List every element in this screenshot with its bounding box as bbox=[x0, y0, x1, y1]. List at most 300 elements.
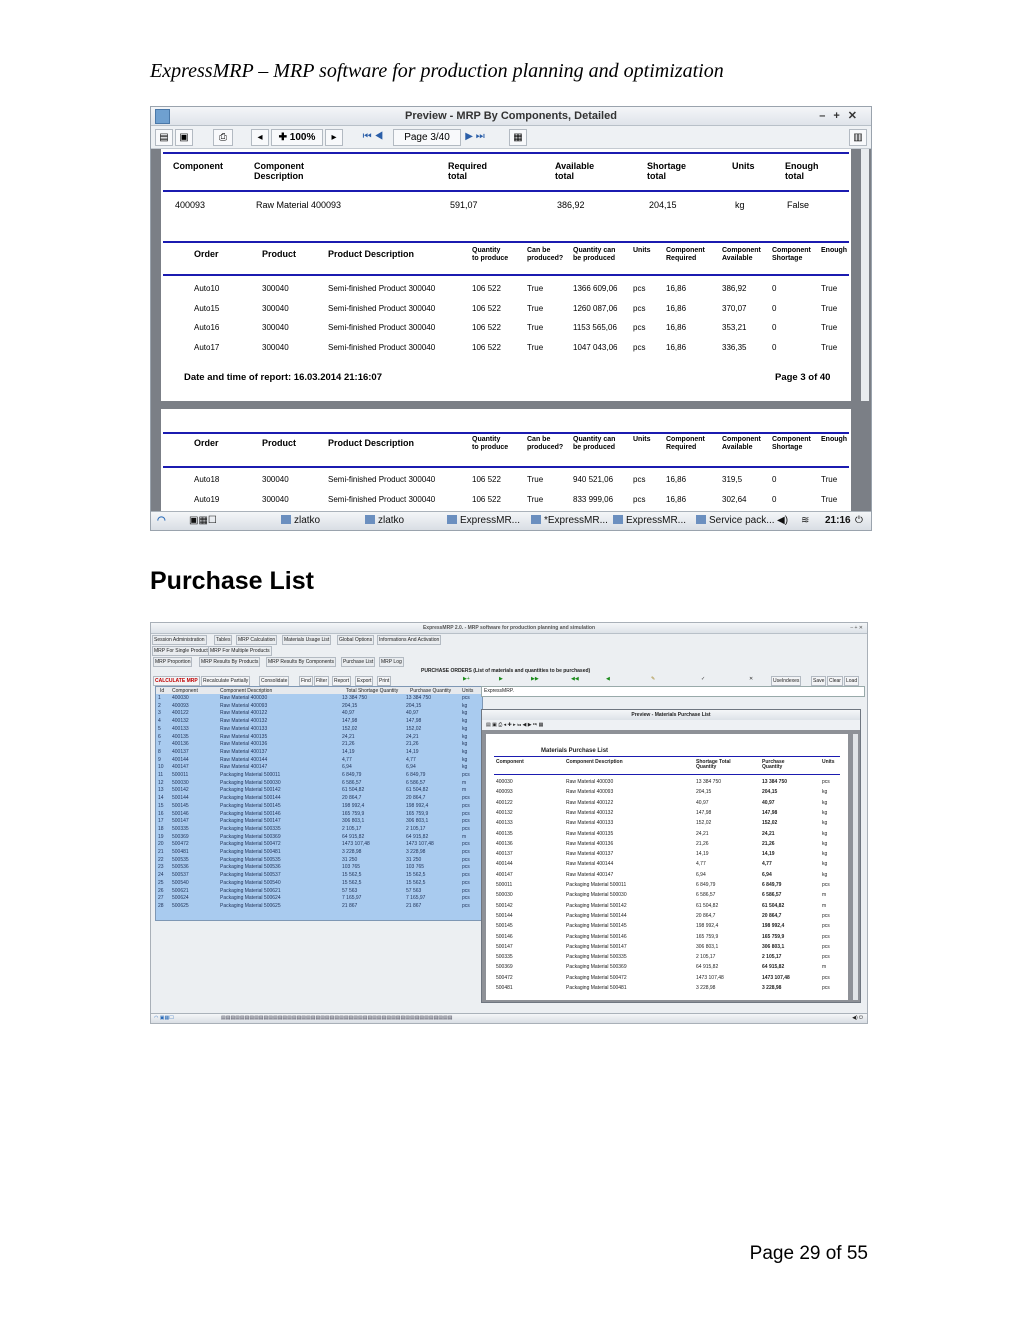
grid-cell: 400137 bbox=[172, 748, 189, 755]
detail-header: Order bbox=[194, 438, 219, 448]
page-footer: Page 3 of 40 bbox=[775, 372, 831, 383]
report-page-4 bbox=[161, 409, 851, 511]
grid-cell: 165 759,9 bbox=[406, 810, 429, 817]
grid-cell: pcs bbox=[462, 879, 470, 886]
inner-cell: kg bbox=[822, 840, 828, 847]
grid-cell: pcs bbox=[462, 864, 470, 871]
grid-cell: 198 992,4 bbox=[342, 802, 365, 809]
toolbar-button[interactable]: Filter bbox=[316, 678, 328, 684]
inner-cell: 14,19 bbox=[762, 851, 775, 858]
menu-tab[interactable]: MRP Calculation bbox=[238, 637, 276, 643]
inner-cell: kg bbox=[822, 851, 828, 858]
inner-cell: 2 105,17 bbox=[696, 954, 716, 961]
comment-text: ExpressMRP. bbox=[484, 688, 514, 694]
inner-preview-window bbox=[481, 709, 861, 1003]
inner-cell: Packaging Material 500142 bbox=[566, 902, 627, 909]
detail-cell: 16,86 bbox=[666, 303, 687, 313]
inner-cell: pcs bbox=[822, 985, 830, 991]
start-menu-icon[interactable]: ◠ bbox=[157, 515, 166, 526]
inner-cell: 4,77 bbox=[696, 861, 706, 868]
inner-cell: 14,19 bbox=[696, 851, 709, 858]
inner-cell: 204,15 bbox=[762, 789, 778, 796]
taskbar-item[interactable]: ExpressMR... bbox=[447, 515, 520, 527]
grid-cell: 400133 bbox=[172, 725, 189, 732]
detail-cell: True bbox=[527, 342, 544, 352]
detail-cell: 1366 609,06 bbox=[573, 284, 618, 293]
inner-cell: pcs bbox=[822, 954, 830, 961]
inner-cell: 6 849,79 bbox=[696, 882, 716, 888]
grid-cell: 500142 bbox=[172, 787, 189, 794]
grid-cell: 14,19 bbox=[406, 748, 419, 755]
menu-tab[interactable]: Session Administration bbox=[154, 637, 205, 643]
inner-cell: 6 586,57 bbox=[762, 892, 782, 899]
grid-cell: 21,26 bbox=[406, 741, 419, 748]
grid-cell: 24,21 bbox=[406, 733, 419, 740]
orders-title: PURCHASE ORDERS (List of materials and quantities to be purchased) bbox=[421, 668, 591, 674]
grid-cell: Raw Material 400137 bbox=[220, 748, 268, 755]
inner-cell: 152,02 bbox=[762, 820, 778, 827]
toolbar-button[interactable]: Recalculate Partially bbox=[203, 678, 249, 684]
toolbar-button[interactable]: UseIndexes bbox=[773, 678, 800, 684]
divider bbox=[163, 274, 849, 276]
grid-cell: 500537 bbox=[172, 872, 189, 879]
grid-cell: Raw Material 400030 bbox=[220, 695, 268, 701]
inner-cell: Raw Material 400132 bbox=[566, 809, 614, 816]
grid-cell: 103 765 bbox=[342, 864, 361, 871]
grid-cell: 15 bbox=[158, 802, 164, 809]
divider bbox=[163, 152, 849, 154]
summary-header: Enough total bbox=[785, 161, 819, 181]
taskbar-items-icon[interactable]: ▤▤▤▤▤▤▤▤▤▤▤▤▤▤▤▤▤▤▤▤▤▤▤▤▤▤▤▤▤▤▤▤▤▤▤▤▤▤▤▤▤▤▤▤▤▤▤▤▤ bbox=[221, 1015, 453, 1021]
detail-cell: pcs bbox=[633, 303, 646, 313]
grid-cell: 15 562,5 bbox=[342, 872, 362, 879]
detail-cell: 336,35 bbox=[722, 342, 747, 352]
inner-cell: 500146 bbox=[496, 933, 513, 940]
inner-cell: 500369 bbox=[496, 964, 513, 971]
inner-cell: 500472 bbox=[496, 974, 513, 981]
menu-tab[interactable]: Global Options bbox=[339, 637, 373, 643]
toolbar-button[interactable]: Consolidate bbox=[261, 678, 288, 684]
grid-cell: kg bbox=[462, 702, 468, 709]
detail-cell: 1260 087,06 bbox=[573, 303, 618, 313]
page-number: Page 29 of 55 bbox=[749, 1243, 868, 1264]
grid-cell: pcs bbox=[462, 841, 470, 848]
grid-cell: 24 bbox=[158, 872, 164, 879]
grid-cell: 26 bbox=[158, 887, 164, 894]
detail-cell: 16,86 bbox=[666, 495, 687, 504]
inner-cell: 500142 bbox=[496, 902, 513, 909]
detail-cell: 106 522 bbox=[472, 342, 501, 352]
grid-cell: pcs bbox=[462, 872, 470, 879]
inner-cell: 4,77 bbox=[762, 861, 772, 868]
grid-cell: Raw Material 400135 bbox=[220, 733, 268, 740]
inner-cell: 500335 bbox=[496, 954, 513, 961]
main-menu bbox=[152, 635, 867, 644]
detail-header: Enough bbox=[821, 436, 848, 443]
detail-cell: 300040 bbox=[262, 495, 289, 504]
grid-cell: Raw Material 400144 bbox=[220, 756, 268, 763]
save-icon[interactable]: ▣ bbox=[175, 129, 193, 146]
detail-cell: 16,86 bbox=[666, 323, 687, 332]
grid-cell: 1473 107,48 bbox=[342, 841, 370, 848]
detail-header: Can be produced? bbox=[527, 247, 564, 262]
grid-cell: Raw Material 400122 bbox=[220, 710, 268, 717]
grid-cell: 20 864,7 bbox=[406, 795, 426, 802]
detail-cell: 106 522 bbox=[472, 323, 501, 332]
inner-cell: kg bbox=[822, 830, 828, 837]
result-tab[interactable]: MRP Log bbox=[381, 659, 402, 665]
grid-cell: m bbox=[462, 833, 467, 840]
grid-cell: 13 bbox=[158, 787, 164, 794]
grid-cell: 500144 bbox=[172, 795, 189, 802]
inner-cell: 40,97 bbox=[696, 799, 709, 806]
grid-cell: 31 250 bbox=[342, 856, 358, 863]
grid-cell: 2 105,17 bbox=[342, 825, 362, 832]
add-icon[interactable]: ▶+ bbox=[463, 676, 470, 682]
menu-tab[interactable]: Materials Usage List bbox=[284, 637, 330, 643]
zoom-select[interactable] bbox=[271, 129, 323, 146]
scrollbar[interactable] bbox=[861, 149, 869, 401]
grid-cell: Packaging Material 500145 bbox=[220, 802, 281, 809]
grid-cell: 147,98 bbox=[406, 718, 422, 725]
grid-cell: 6,94 bbox=[406, 764, 416, 771]
inner-cell: Packaging Material 500335 bbox=[566, 954, 627, 961]
result-tab[interactable]: MRP Results By Components bbox=[268, 659, 335, 665]
inner-cell: 400136 bbox=[496, 840, 513, 847]
grid-cell: kg bbox=[462, 710, 468, 717]
grid-cell: pcs bbox=[462, 825, 470, 832]
inner-cell: 147,98 bbox=[762, 809, 778, 816]
detail-cell: True bbox=[821, 495, 838, 504]
grid-cell: 3 228,98 bbox=[342, 849, 362, 855]
grid-cell: 147,98 bbox=[342, 718, 358, 725]
detail-cell: pcs bbox=[633, 495, 646, 504]
grid-cell: 2 bbox=[158, 702, 161, 709]
inner-cell: 20 864,7 bbox=[696, 912, 716, 919]
grid-cell: pcs bbox=[462, 695, 470, 701]
taskbar bbox=[151, 511, 871, 530]
document-header: ExpressMRP – MRP software for production planning and optimization bbox=[150, 60, 724, 82]
grid-cell: 15 562,5 bbox=[406, 872, 426, 879]
grid-cell: 16 bbox=[158, 810, 164, 817]
inner-cell: 152,02 bbox=[696, 820, 712, 827]
preview-toolbar bbox=[151, 126, 871, 149]
divider bbox=[163, 432, 849, 434]
inner-cell: Packaging Material 500030 bbox=[566, 892, 627, 899]
grid-cell: 198 992,4 bbox=[406, 802, 429, 809]
inner-cell: 500147 bbox=[496, 943, 513, 950]
grid-cell: 3 bbox=[158, 710, 161, 717]
detail-header: Component Required bbox=[666, 247, 705, 262]
inner-cell: 6 586,57 bbox=[696, 892, 716, 899]
detail-cell: pcs bbox=[633, 342, 646, 352]
summary-cell: Raw Material 400093 bbox=[256, 200, 342, 210]
grid-cell: kg bbox=[462, 764, 468, 771]
detail-header: Quantity to produce bbox=[472, 247, 509, 262]
summary-header: Units bbox=[732, 161, 755, 171]
grid-cell: 1 bbox=[158, 695, 161, 701]
inner-cell: Raw Material 400144 bbox=[566, 861, 614, 868]
detail-cell: 300040 bbox=[262, 323, 289, 332]
detail-cell: Semi-finished Product 300040 bbox=[328, 475, 436, 484]
grid-column-header: Purchase Quantity bbox=[410, 688, 452, 694]
inner-cell: 21,26 bbox=[696, 840, 709, 847]
grid-cell: 4,77 bbox=[342, 756, 352, 763]
section-title: Purchase List bbox=[150, 567, 314, 595]
grid-column-header: Component Description bbox=[220, 688, 273, 694]
grid-cell: 500030 bbox=[172, 779, 189, 786]
print-icon[interactable]: ⎙ bbox=[213, 129, 233, 146]
summary-cell: 400093 bbox=[175, 200, 206, 210]
back-icon[interactable]: ◀◀ bbox=[571, 676, 579, 682]
detail-header: Quantity can be produced bbox=[573, 436, 616, 451]
grid-cell: Packaging Material 500030 bbox=[220, 779, 281, 786]
grid-cell: 7 165,97 bbox=[406, 895, 426, 902]
grid-cell: 20 bbox=[158, 841, 164, 848]
inner-cell: 24,21 bbox=[696, 830, 709, 837]
inner-report-page bbox=[486, 734, 848, 1000]
inner-cell: 61 504,82 bbox=[696, 902, 719, 909]
inner-cell: 198 992,4 bbox=[762, 923, 785, 930]
volume-icon[interactable]: ◀) bbox=[777, 515, 789, 526]
taskbar-item[interactable]: Service pack... bbox=[696, 515, 775, 527]
grid-cell: Raw Material 400093 bbox=[220, 702, 268, 709]
detail-cell: Auto16 bbox=[194, 323, 220, 332]
window-controls-icon[interactable]: –+✕ bbox=[819, 110, 865, 122]
grid-cell: 9 bbox=[158, 756, 161, 763]
zoom-in-icon[interactable]: ▸ bbox=[325, 129, 343, 146]
grid-cell: Packaging Material 500540 bbox=[220, 879, 281, 886]
taskbar-item[interactable]: zlatko bbox=[365, 515, 404, 527]
tray-icon[interactable]: ◀) ⏻ bbox=[852, 1015, 863, 1021]
detail-cell: 106 522 bbox=[472, 495, 501, 504]
grid-cell: Packaging Material 500537 bbox=[220, 872, 281, 879]
start-menu-icon[interactable]: ◠ ▣▦☐ bbox=[154, 1015, 174, 1021]
preview-title-bar bbox=[151, 107, 871, 126]
grid-cell: Packaging Material 500481 bbox=[220, 849, 281, 855]
page-input[interactable]: Page 3/40 bbox=[393, 129, 461, 146]
detail-cell: 1153 565,06 bbox=[573, 323, 617, 332]
detail-cell: 106 522 bbox=[472, 475, 501, 484]
detail-header: Component Available bbox=[722, 247, 761, 262]
taskbar-item[interactable]: *ExpressMR... bbox=[531, 515, 608, 527]
detail-cell: 16,86 bbox=[666, 342, 687, 352]
detail-cell: 0 bbox=[772, 475, 777, 484]
grid-cell: 40,97 bbox=[406, 710, 419, 717]
quick-launch-icon[interactable]: ▣▦☐ bbox=[189, 515, 217, 526]
grid-cell: 27 bbox=[158, 895, 164, 902]
toolbar-button[interactable]: Save bbox=[813, 678, 825, 684]
next-icon[interactable]: ▶▶ bbox=[531, 676, 539, 682]
grid-cell: pcs bbox=[462, 856, 470, 863]
detail-cell: 300040 bbox=[262, 284, 289, 293]
toolbar-button[interactable]: Export bbox=[357, 678, 372, 684]
detail-cell: 0 bbox=[772, 323, 777, 332]
detail-cell: 0 bbox=[772, 342, 777, 352]
toolbar-button[interactable]: Clear bbox=[829, 678, 841, 684]
menu-tab[interactable]: Tables bbox=[216, 637, 231, 643]
power-icon[interactable]: ⏻ bbox=[855, 515, 863, 526]
inner-title: Preview - Materials Purchase List bbox=[631, 712, 711, 718]
inner-cell: 6,94 bbox=[696, 871, 706, 878]
grid-cell: Packaging Material 500536 bbox=[220, 864, 281, 871]
inner-cell: 400093 bbox=[496, 789, 513, 796]
detail-cell: 833 999,06 bbox=[573, 495, 614, 504]
grid-cell: 6 586,57 bbox=[406, 779, 426, 786]
grid-cell: Packaging Material 500535 bbox=[220, 856, 281, 863]
divider bbox=[494, 774, 840, 775]
grid-cell: 400132 bbox=[172, 718, 189, 725]
result-tab[interactable]: Purchase List bbox=[343, 659, 374, 665]
grid-cell: 64 915,82 bbox=[342, 833, 365, 840]
summary-cell: kg bbox=[735, 200, 745, 210]
detail-header: Component Required bbox=[666, 436, 705, 451]
edit-icon[interactable]: ✎ bbox=[651, 676, 656, 682]
inner-cell: Packaging Material 500481 bbox=[566, 985, 627, 991]
grid-cell: 15 562,5 bbox=[406, 879, 426, 886]
grid-cell: 400136 bbox=[172, 741, 189, 748]
confirm-icon[interactable]: ✓ bbox=[701, 676, 706, 682]
result-tab[interactable]: MRP Results By Products bbox=[201, 659, 259, 665]
detail-cell: Semi-finished Product 300040 bbox=[328, 342, 436, 352]
grid-cell: kg bbox=[462, 718, 468, 725]
window-controls-icon[interactable]: – + ✕ bbox=[850, 625, 863, 631]
right-toolbar bbox=[771, 676, 867, 685]
open-icon[interactable]: ▤ bbox=[155, 129, 173, 146]
toolbar-button[interactable]: Find bbox=[301, 678, 311, 684]
detail-cell: 300040 bbox=[262, 303, 289, 313]
grid-cell: 500625 bbox=[172, 902, 189, 909]
grid-cell: 306 803,1 bbox=[342, 818, 365, 825]
grid-cell: 64 915,82 bbox=[406, 833, 429, 840]
detail-cell: 940 521,06 bbox=[573, 475, 614, 484]
detail-cell: 0 bbox=[772, 495, 777, 504]
inner-cell: 3 228,98 bbox=[696, 985, 716, 991]
inner-cell: 500011 bbox=[496, 882, 513, 888]
grid-cell: 57 563 bbox=[406, 887, 422, 894]
grid-cell: Packaging Material 500621 bbox=[220, 887, 281, 894]
inner-cell: pcs bbox=[822, 882, 830, 888]
wifi-icon[interactable]: ≋ bbox=[801, 515, 810, 526]
toolbar-button[interactable]: Load bbox=[846, 678, 858, 684]
grid-cell: kg bbox=[462, 733, 468, 740]
grid-cell: 500624 bbox=[172, 895, 189, 902]
detail-cell: Auto10 bbox=[194, 284, 220, 293]
grid-cell: m bbox=[462, 779, 467, 786]
inner-cell: pcs bbox=[822, 933, 830, 940]
grid-cell: 7 165,97 bbox=[342, 895, 362, 902]
first-page-icon[interactable]: ⏮ ◀ bbox=[362, 131, 384, 142]
toolbar-button[interactable]: Print bbox=[379, 678, 390, 684]
detail-cell: 319,5 bbox=[722, 475, 743, 484]
grid-cell: 61 504,82 bbox=[342, 787, 365, 794]
last-page-icon[interactable]: ▶ ⏭ bbox=[465, 131, 485, 142]
inner-cell: pcs bbox=[822, 974, 830, 981]
inner-cell: 6 849,79 bbox=[762, 882, 782, 888]
grid-cell: 13 384 750 bbox=[342, 695, 368, 701]
grid-cell: 14 bbox=[158, 795, 164, 802]
inner-cell: Raw Material 400147 bbox=[566, 871, 614, 878]
detail-header: Component Shortage bbox=[772, 247, 811, 262]
inner-cell: 204,15 bbox=[696, 789, 712, 796]
detail-cell: True bbox=[527, 284, 544, 293]
grid-cell: 400147 bbox=[172, 764, 189, 771]
inner-cell: 24,21 bbox=[762, 830, 775, 837]
grid-cell: 19 bbox=[158, 833, 164, 840]
grid-cell: 500145 bbox=[172, 802, 189, 809]
grid-column-header: Total Shortage Quantity bbox=[346, 688, 399, 694]
detail-cell: Semi-finished Product 300040 bbox=[328, 495, 436, 504]
toolbar-button[interactable]: Report bbox=[334, 678, 350, 684]
clock: 21:16 bbox=[825, 515, 851, 526]
inner-toolbar-icons[interactable]: ▤ ▣ ⎙ ◂ ✚ ▸ ⏮ ◀ ▶ ⏭ ▦ bbox=[486, 722, 544, 728]
sub-tab[interactable]: MRP For Single Product bbox=[154, 648, 208, 654]
grid-cell: 3 228,98 bbox=[406, 849, 426, 855]
folder-icon bbox=[281, 515, 291, 524]
grid-cell: 8 bbox=[158, 748, 161, 755]
divider bbox=[163, 466, 849, 468]
detail-cell: Auto17 bbox=[194, 342, 220, 352]
comment-field[interactable] bbox=[481, 686, 865, 697]
inner-cell: m bbox=[822, 902, 827, 909]
inner-cell: Packaging Material 500144 bbox=[566, 912, 627, 919]
inner-header: Shortage Total Quantity bbox=[696, 759, 731, 770]
close-preview-icon[interactable]: ▥ bbox=[849, 129, 867, 146]
grid-cell: pcs bbox=[462, 849, 470, 855]
grid-cell: 500536 bbox=[172, 864, 189, 871]
grid-cell: kg bbox=[462, 748, 468, 755]
grid-cell: 500146 bbox=[172, 810, 189, 817]
taskbar-item[interactable]: zlatko bbox=[281, 515, 320, 527]
grid-cell: 17 bbox=[158, 818, 164, 825]
inner-cell: Raw Material 400122 bbox=[566, 799, 614, 806]
grid-cell: Packaging Material 500624 bbox=[220, 895, 281, 902]
detail-header: Product bbox=[262, 249, 297, 259]
result-tabs bbox=[153, 657, 867, 666]
grid-cell: 400122 bbox=[172, 710, 189, 717]
inner-cell: 500144 bbox=[496, 912, 513, 919]
detail-cell: pcs bbox=[633, 475, 646, 484]
inner-cell: 400137 bbox=[496, 851, 513, 858]
divider bbox=[494, 756, 840, 757]
grid-column-header: Component bbox=[172, 688, 198, 694]
sub-tab[interactable]: MRP For Multiple Products bbox=[210, 648, 270, 654]
summary-header: Component bbox=[173, 161, 223, 171]
detail-header: Component Shortage bbox=[772, 436, 811, 451]
menu-tab[interactable]: Informations And Activation bbox=[379, 637, 440, 643]
inner-cell: pcs bbox=[822, 923, 830, 930]
detail-cell: True bbox=[821, 323, 838, 332]
inner-cell: kg bbox=[822, 820, 828, 827]
inner-cell: 147,98 bbox=[696, 809, 712, 816]
grid-view-icon[interactable]: ▦ bbox=[509, 129, 527, 146]
taskbar-2 bbox=[151, 1013, 867, 1023]
detail-header: Product Description bbox=[328, 249, 415, 259]
zoom-out-icon[interactable]: ◂ bbox=[251, 129, 269, 146]
grid-column-header: Units bbox=[462, 688, 474, 694]
inner-scrollbar[interactable] bbox=[853, 734, 858, 1000]
cancel-icon[interactable]: ✕ bbox=[749, 676, 754, 682]
inner-cell: 400147 bbox=[496, 871, 513, 878]
divider bbox=[163, 190, 849, 192]
taskbar-item[interactable]: ExpressMR... bbox=[613, 515, 686, 527]
purchase-grid[interactable] bbox=[155, 686, 483, 921]
inner-cell: 61 504,82 bbox=[762, 902, 785, 909]
toolbar-button[interactable]: CALCULATE MRP bbox=[155, 678, 198, 684]
result-tab[interactable]: MRP Proportion bbox=[155, 659, 191, 665]
forward-icon[interactable]: ▶ bbox=[499, 676, 503, 682]
previous-icon[interactable]: ◀ bbox=[606, 676, 610, 682]
